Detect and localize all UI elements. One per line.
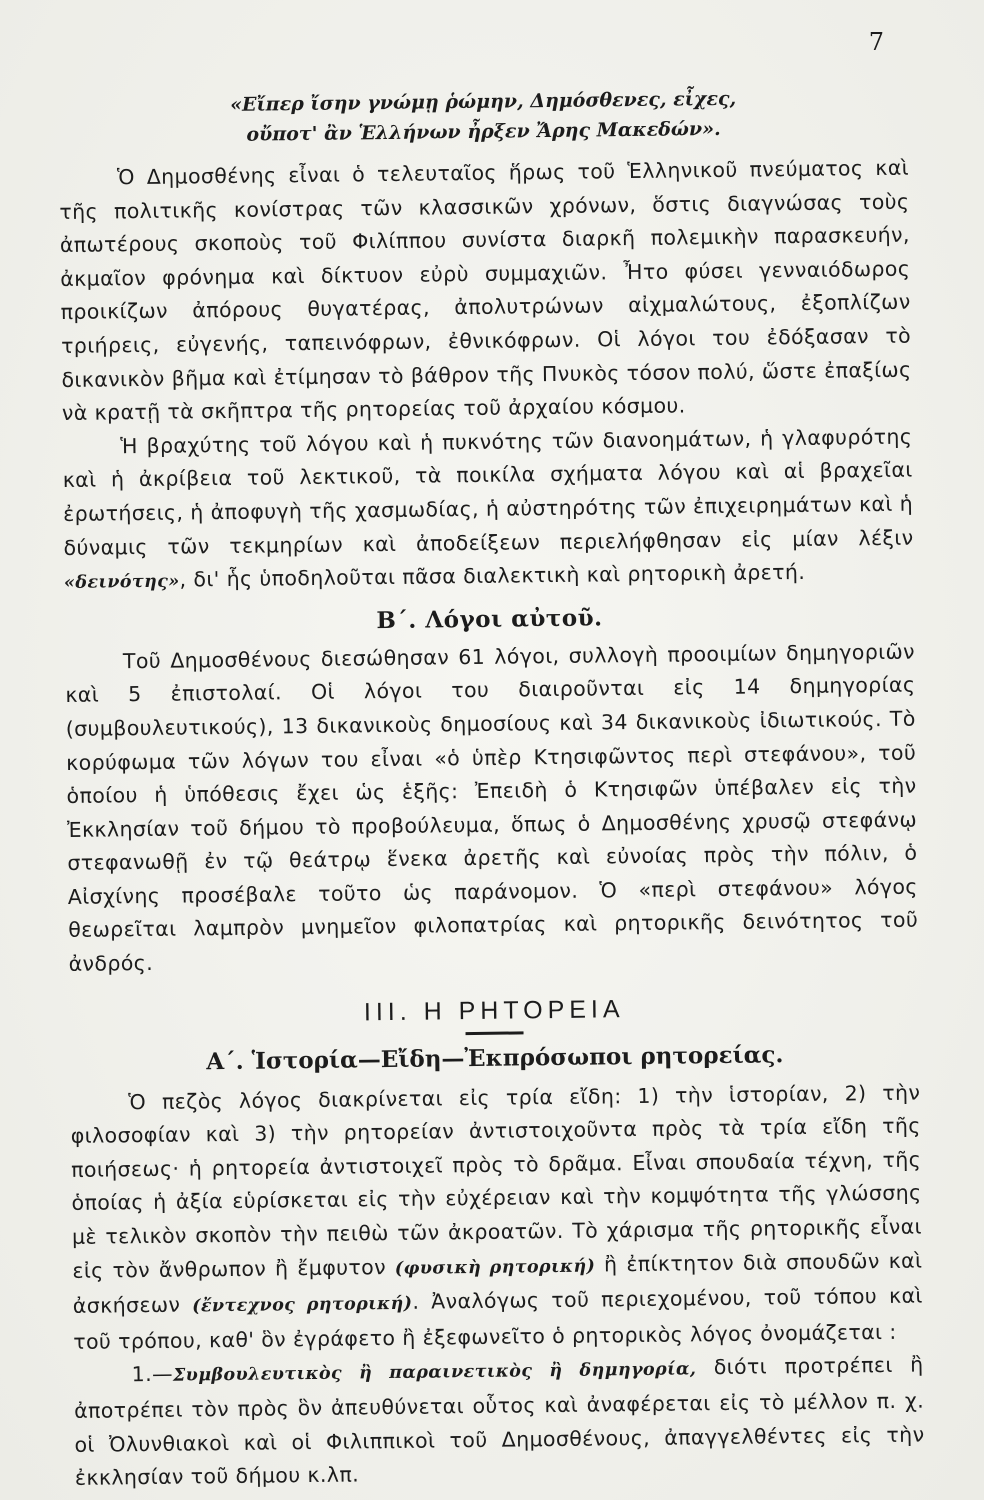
section-a-heading: Α΄. Ἱστορία—Εἴδη—Ἐκπρόσωποι ρητορείας. <box>206 1040 784 1075</box>
epigraph-line-1: «Εἴπερ ἴσην γνώμῃ ῥώμην, Δημόσθενες, εἶχες, <box>230 87 737 116</box>
section-b-heading: Β΄. Λόγοι αὐτοῦ. <box>376 604 603 634</box>
page-number: 7 <box>868 28 884 56</box>
section-a-text-3: . Ἀναλόγως τοῦ περιεχομένου, τοῦ τόπου καὶ τοῦ τρόπου, καθ' ὃν ἐγράφετο ἢ ἐξεφωνεῖτο ὁ ρητορικὸς λόγος ὀνομάζεται : <box>73 1283 923 1354</box>
intro-paragraph-2 <box>62 420 914 600</box>
epigraph-line-2: οὔποτ' ἂν Ἑλλήνων ἦρξεν Ἄρης Μακεδών». <box>246 117 721 146</box>
section-b-paragraph: Τοῦ Δημοσθένους διεσώθησαν 61 λόγοι, συλλογὴ προοιμίων δημηγοριῶν καὶ 5 ἐπιστολαί. Οἱ λόγοι του διαιροῦνται εἰς 14 δημηγορίας (συμβουλευτικούς), 13 δικανικοὺς δημοσίους καὶ 34 δικανικοὺς ἰδιωτικούς. Τὸ κορύφωμα τῶν λόγων του εἶναι «ὁ ὑπὲρ Κτησιφῶντος περὶ στεφάνου», τοῦ ὁποίου ἡ ὑπόθεσις ἔχει ὡς ἑξῆς: Ἐπειδὴ ὁ Κτησιφῶν ὑπέβαλεν εἰς τὴν Ἐκκλησίαν τοῦ δήμου τὸ προβούλευμα, ὅπως ὁ Δημοσθένης χρυσῷ στεφάνῳ στεφανωθῇ ἐν τῷ θεάτρῳ ἕνεκα ἀρετῆς καὶ εὐνοίας πρὸς τὴν πόλιν, ὁ Αἰσχίνης προσέβαλε τοῦτο ὡς παράνομον. Ὁ «περὶ στεφάνου» λόγος θεωρεῖται λαμπρὸν μνημεῖον φιλοπατρίας καὶ ρητορικῆς δεινότητος τοῦ ἀνδρός. <box>65 639 919 976</box>
list-item-text: διότι προτρέπει ἢ ἀποτρέπει τὸν πρὸς ὃν ἀπευθύνεται οὗτος καὶ ἀναφέρεται εἰς τὸ μέλλον π. χ. οἱ Ὀλυνθιακοὶ καὶ οἱ Φιλιππικοὶ τοῦ Δημοσθένους, ἀπαγγελθέντες εἰς τὴν ἐκκλησίαν τοῦ δήμου κ.λπ. <box>73 1352 925 1491</box>
list-item-number: 1.— <box>131 1362 174 1387</box>
page-content <box>58 82 925 1496</box>
epigraph <box>58 82 909 152</box>
natural-rhetoric-term: (φυσικὴ ρητορική) <box>394 1256 596 1279</box>
section-a-text-1: Ὁ πεζὸς λόγος διακρίνεται εἰς τρία εἴδη: 1) τὴν ἱστορίαν, 2) τὴν φιλοσοφίαν καὶ 3) τὴν ρητορείαν ἀντιστοιχοῦντα πρὸς τὰ τρία εἴδη τῆς ποιήσεως· ἡ ρητορεία ἀντιστοιχεῖ πρὸς τὸ δρᾶμα. Εἶναι σπουδαία τέχνη, τῆς ὁποίας ἡ ἀξία εὑρίσκεται εἰς τὴν εὐχέρειαν καὶ τὴν κομψότητα τῆς γλώσσης μὲ τελικὸν σκοπὸν τὴν πειθὼ τῶν ἀκροατῶν. Τὸ χάρισμα τῆς ρητορικῆς εἶναι εἰς τὸν ἄνθρωπον ἢ ἔμφυτον <box>70 1080 923 1283</box>
chapter-divider <box>466 1031 524 1035</box>
section-a-text-2: ἢ ἐπίκτητον διὰ σπουδῶν καὶ ἀσκήσεων <box>72 1248 923 1319</box>
intro-paragraph-1: Ὁ Δημοσθένης εἶναι ὁ τελευταῖος ἥρως τοῦ Ἑλληνικοῦ πνεύματος καὶ τῆς πολιτικῆς κονίστρας τῶν κλασσικῶν χρόνων, ὅστις διαγνώσας τοὺς ἀπωτέρους σκοποὺς τοῦ Φιλίππου συνίστα διαρκῆ πολεμικὴν παρασκευήν, ἀκμαῖον φρόνημα καὶ δίκτυον εὐρὺ συμμαχιῶν. Ἦτο φύσει γενναιόδωρος προικίζων ἀπόρους θυγατέρας, ἀπολυτρώνων αἰχμαλώτους, ἐξοπλίζων τριήρεις, εὐγενής, ταπεινόφρων, ἐθνικόφρων. Οἱ λόγοι του ἐδόξασαν τὸ δικανικὸν βῆμα καὶ ἐτίμησαν τὸ βάθρον τῆς Πνυκὸς τόσον πολύ, ὥστε ἐπαξίως νὰ κρατῇ τὰ σκῆπτρα τῆς ρητορείας τοῦ ἀρχαίου κόσμου. <box>59 155 912 426</box>
artful-rhetoric-term: (ἔντεχνος ρητορική) <box>192 1293 413 1317</box>
list-item <box>73 1349 925 1496</box>
intro-p2-tail: , δι' ἧς ὑποδηλοῦται πᾶσα διαλεκτικὴ καὶ ρητορικὴ ἀρετή. <box>179 560 806 592</box>
deinotis-term: «δεινότης» <box>63 571 180 594</box>
list-item-term: Συμβουλευτικὸς ἢ παραινετικὸς ἢ δημηγορία, <box>172 1359 697 1387</box>
chapter-title: ΙΙΙ. Η ΡΗΤΟΡΕΙΑ <box>363 994 625 1026</box>
intro-p2-text: Ἡ βραχύτης τοῦ λόγου καὶ ἡ πυκνότης τῶν διανοημάτων, ἡ γλαφυρότης καὶ ἡ ἀκρίβεια τοῦ λεκτικοῦ, τὰ ποικίλα σχήματα λόγου καὶ αἱ βραχεῖαι ἐρωτήσεις, ἡ ἀποφυγὴ τῆς χασμωδίας, ἡ αὐστηρότης τῶν ἐπιχειρημάτων καὶ ἡ δύναμις τῶν τεκμηρίων καὶ ἀποδείξεων περιελήφθησαν εἰς μίαν λέξιν <box>62 424 914 560</box>
section-a-paragraph <box>70 1076 923 1359</box>
